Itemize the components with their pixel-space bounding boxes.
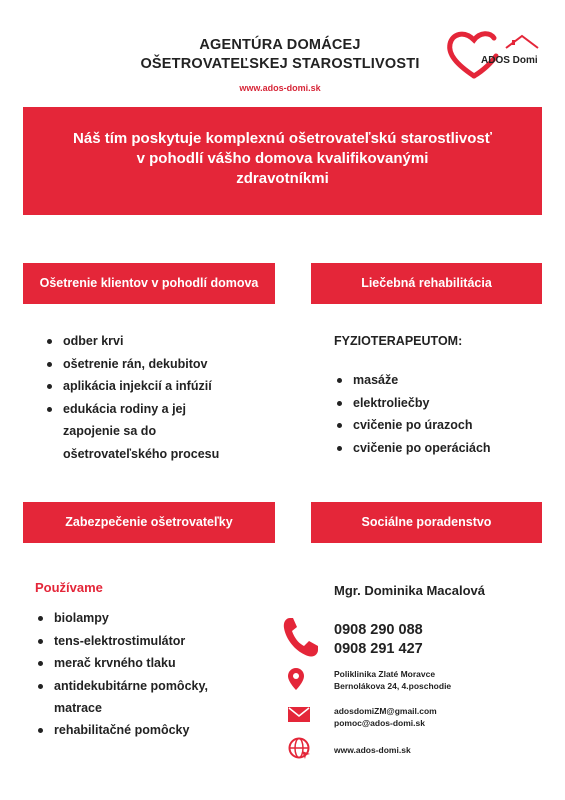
section-rehab-header: Liečebná rehabilitácia xyxy=(311,263,542,304)
email-1[interactable]: adosdomiZM@gmail.com xyxy=(334,706,437,716)
list-item: cvičenie po úrazoch xyxy=(336,414,491,437)
list-item-continuation: zapojenie sa do xyxy=(63,424,157,438)
location-pin-icon xyxy=(288,668,304,690)
list-item: antidekubitárne pomôcky, xyxy=(37,675,208,698)
heart-house-logo-icon xyxy=(444,26,544,81)
list-item: merač krvného tlaku xyxy=(37,652,208,675)
banner-line2: v pohodlí vášho domova kvalifikovanými xyxy=(136,150,429,167)
list-item: odber krvi xyxy=(46,330,212,353)
home-care-list-continuation xyxy=(63,420,219,465)
phone-number-1[interactable]: 0908 290 088 xyxy=(334,622,423,638)
address-line2: Bernolákova 24, 4.poschodie xyxy=(334,681,452,691)
list-item: aplikácia injekcií a infúzií xyxy=(46,375,212,398)
address-line1: Poliklinika Zlaté Moravce xyxy=(334,669,436,679)
contact-website[interactable]: www.ados-domi.sk xyxy=(334,745,411,755)
list-item: elektroliečby xyxy=(336,392,491,415)
rehab-list xyxy=(336,369,491,459)
banner-line3: zdravotníkmi xyxy=(236,170,329,187)
list-item: edukácia rodiny a jej xyxy=(46,398,212,421)
agency-title-line1: AGENTÚRA DOMÁCEJ xyxy=(199,37,361,53)
list-item: masáže xyxy=(336,369,491,392)
agency-title xyxy=(95,36,465,74)
list-item: tens-elektrostimulátor xyxy=(37,630,208,653)
equipment-list-continuation xyxy=(54,697,102,720)
list-item-continuation: matrace xyxy=(54,701,102,715)
phone-number-2[interactable]: 0908 291 427 xyxy=(334,641,423,657)
phone-icon xyxy=(282,616,320,658)
section-nurse-header: Zabezpečenie ošetrovateľky xyxy=(23,502,275,543)
email-2[interactable]: pomoc@ados-domi.sk xyxy=(334,718,425,728)
globe-icon xyxy=(288,737,312,761)
list-item: ošetrenie rán, dekubitov xyxy=(46,353,212,376)
list-item: cvičenie po operáciách xyxy=(336,437,491,460)
intro-banner xyxy=(23,107,542,215)
list-item-continuation: ošetrovateľského procesu xyxy=(63,446,220,461)
header-website-link[interactable]: www.ados-domi.sk xyxy=(239,83,321,93)
physio-subtitle: FYZIOTERAPEUTOM: xyxy=(334,334,463,348)
agency-title-line2: OŠETROVATEĽSKEJ STAROSTLIVOSTI xyxy=(140,56,420,72)
list-item: biolampy xyxy=(37,607,208,630)
logo-text: ADOS Domi xyxy=(481,55,538,66)
ados-domi-logo xyxy=(444,26,544,81)
equipment-list xyxy=(37,607,208,697)
contact-name: Mgr. Dominika Macalová xyxy=(334,583,485,598)
using-subtitle: Používame xyxy=(35,580,103,595)
section-home-care-header: Ošetrenie klientov v pohodlí domova xyxy=(23,263,275,304)
banner-line1: Náš tím poskytuje komplexnú ošetrovateľskú starostlivosť xyxy=(73,130,492,147)
home-care-list xyxy=(46,330,212,420)
envelope-icon xyxy=(288,707,310,722)
emails xyxy=(334,705,437,729)
equipment-list-end xyxy=(37,719,189,742)
list-item: rehabilitačné pomôcky xyxy=(37,719,189,742)
address xyxy=(334,668,451,692)
section-social-header: Sociálne poradenstvo xyxy=(311,502,542,543)
